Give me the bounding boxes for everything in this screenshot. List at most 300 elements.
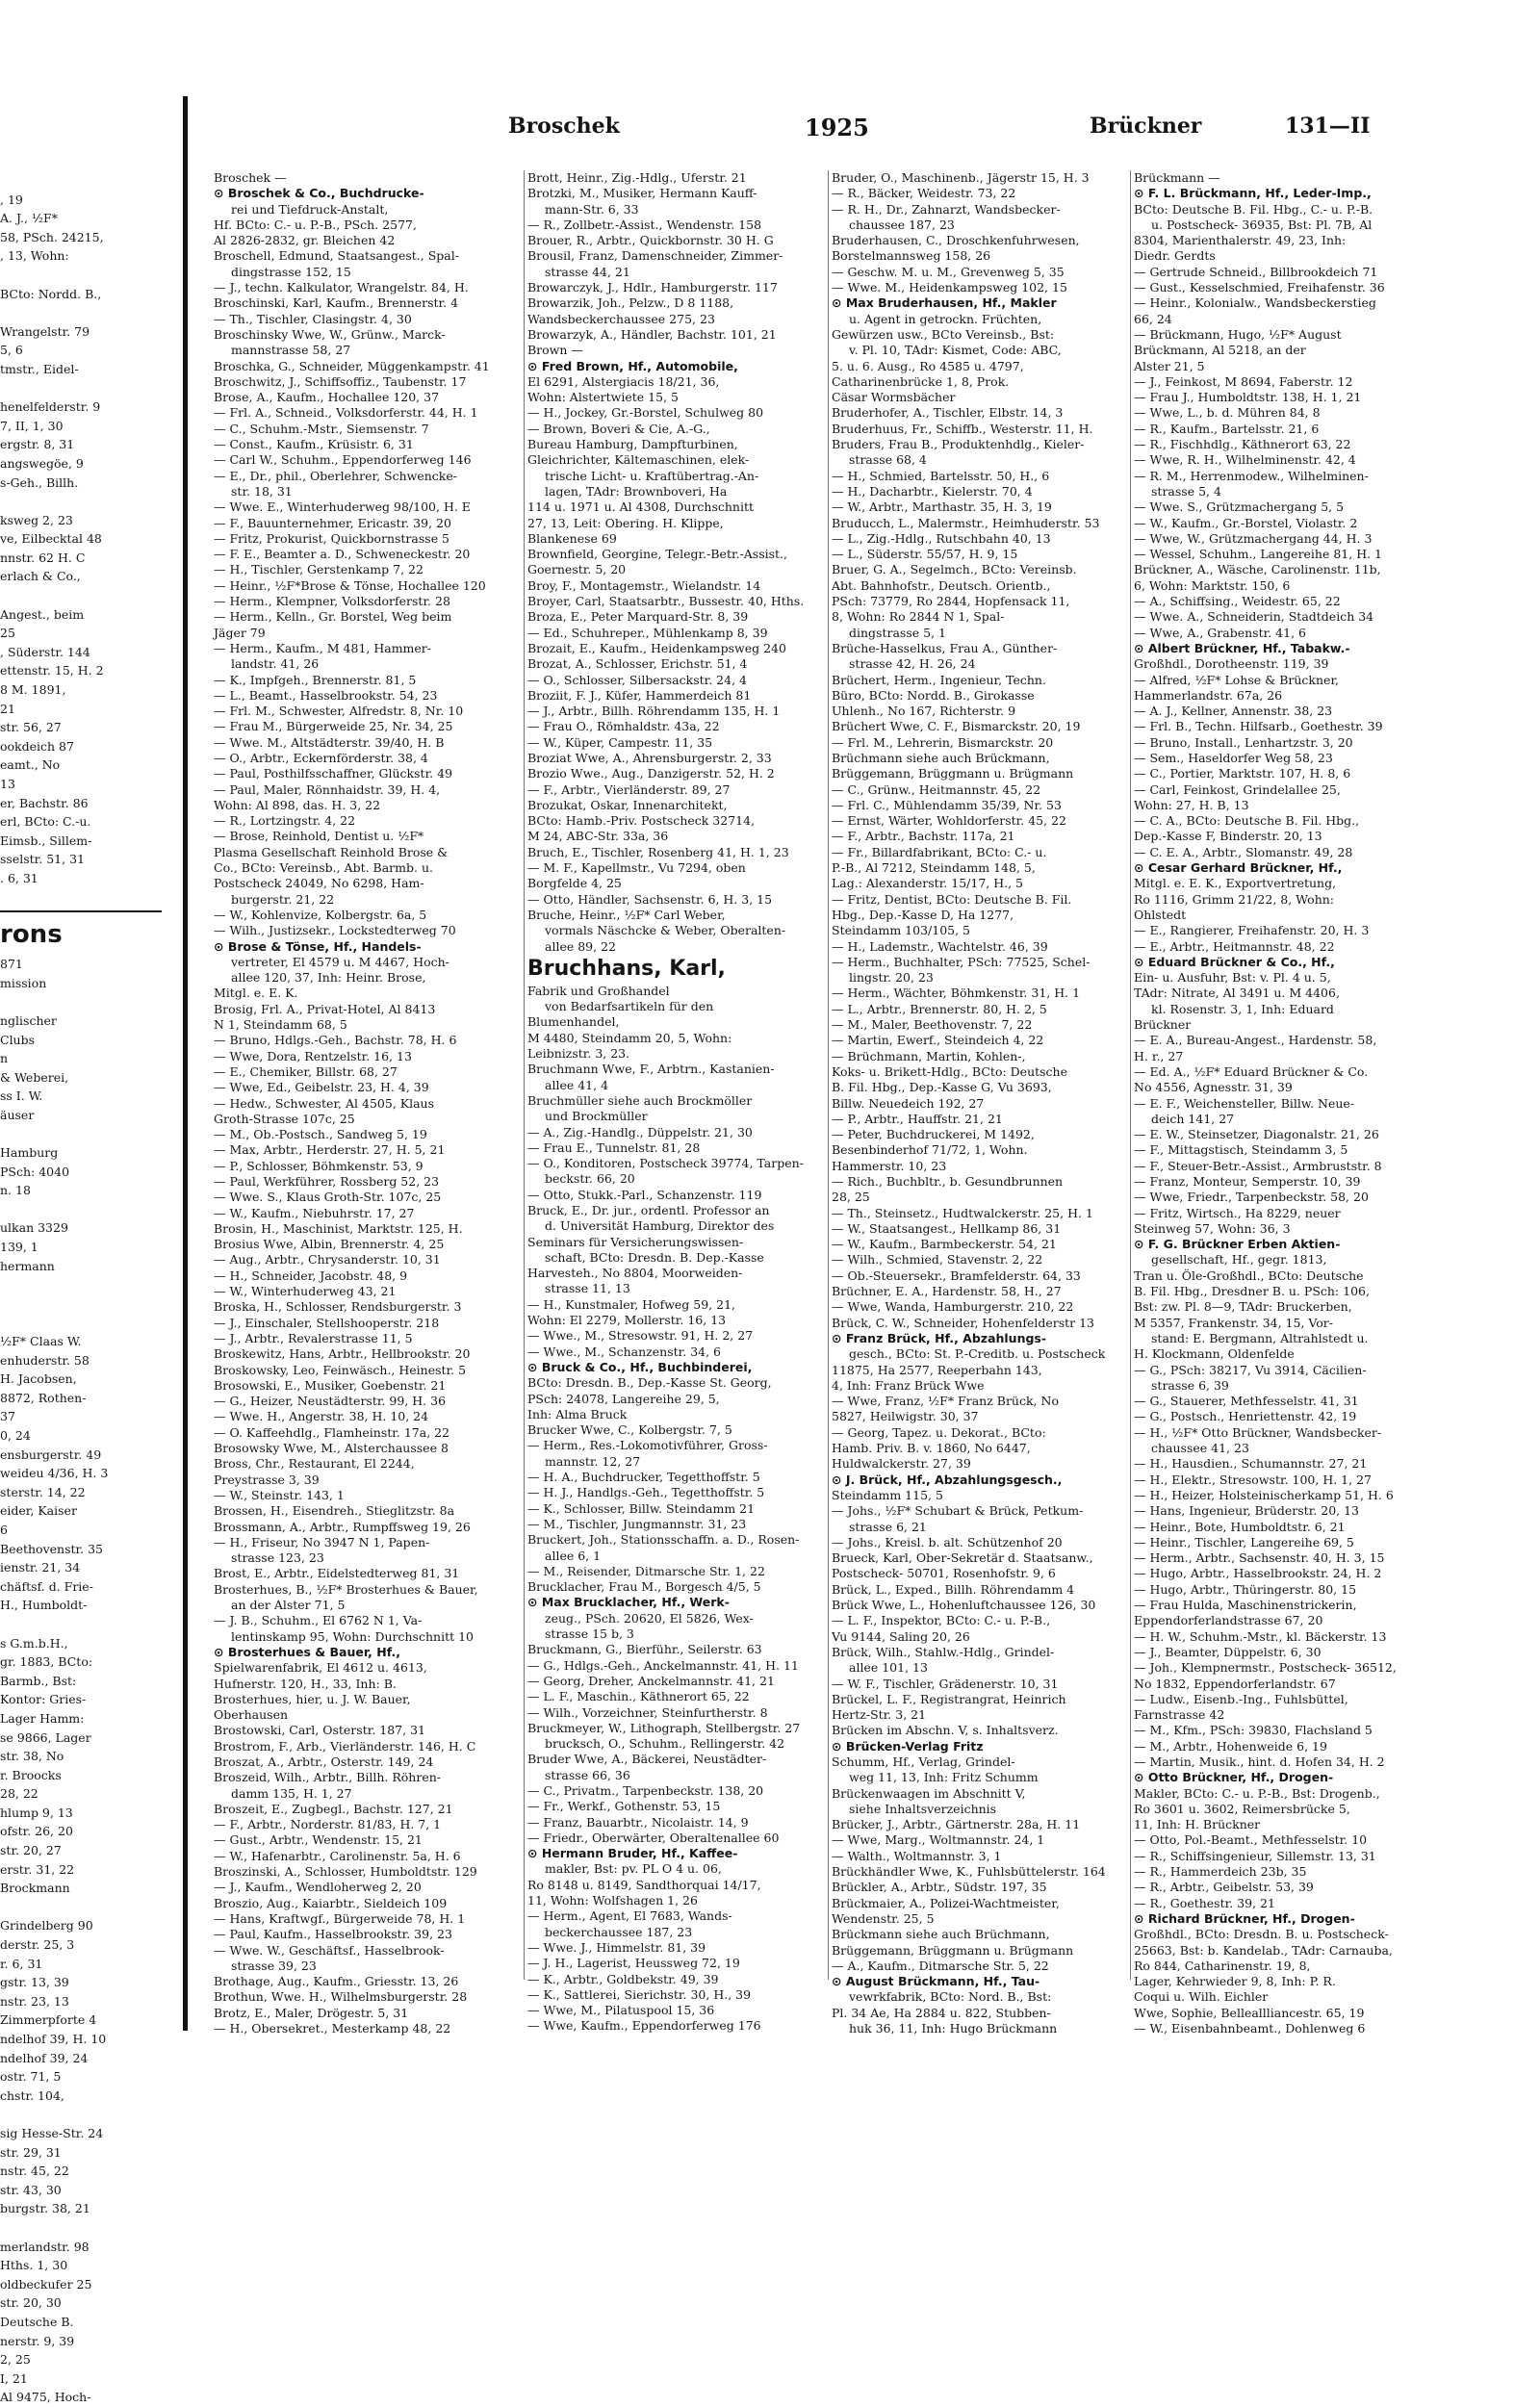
directory-entry: Uhlenh., No 167, Richterstr. 9 bbox=[832, 704, 1016, 719]
directory-entry: Browarczyk, J., Hdlr., Hamburgerstr. 117 bbox=[527, 280, 778, 295]
left-strip-line: str. 43, 30 bbox=[0, 2182, 62, 2197]
page-header bbox=[192, 114, 1497, 148]
directory-entry: Leibnizstr. 3, 23. bbox=[527, 1046, 630, 1062]
directory-entry: — M., Arbtr., Hohenweide 6, 19 bbox=[1134, 1738, 1327, 1754]
directory-entry: — O., Schlosser, Silbersackstr. 24, 4 bbox=[527, 672, 747, 687]
directory-entry: allee 120, 37, Inh: Heinr. Brose, bbox=[231, 970, 426, 986]
directory-entry: — R., Goethestr. 39, 21 bbox=[1134, 1895, 1275, 1910]
directory-entry: — Wwe, L., b. d. Mühren 84, 8 bbox=[1134, 405, 1321, 421]
directory-entry: Brosterhues, B., ½F* Brosterhues & Bauer, bbox=[214, 1581, 478, 1597]
directory-entry: allee 41, 4 bbox=[545, 1077, 609, 1092]
directory-entry: — Georg, Dreher, Anckelmannstr. 41, 21 bbox=[527, 1673, 775, 1688]
column-rule bbox=[1130, 170, 1131, 1980]
directory-entry: Wendenstr. 25, 5 bbox=[832, 1910, 935, 1926]
directory-entry: von Bedarfsartikeln für den bbox=[545, 999, 714, 1014]
directory-entry: Hertz-Str. 3, 21 bbox=[832, 1707, 927, 1723]
directory-entry: — A., Schiffsing., Weidestr. 65, 22 bbox=[1134, 594, 1341, 609]
directory-entry: — A., Zig.-Handlg., Düppelstr. 21, 30 bbox=[527, 1124, 753, 1139]
left-strip-line: 7, II, 1, 30 bbox=[0, 418, 64, 433]
directory-entry: — E. F., Weichensteller, Billw. Neue- bbox=[1134, 1095, 1355, 1111]
left-strip-line: , Süderstr. 144 bbox=[0, 644, 90, 659]
directory-entry: — H., Elektr., Stresowstr. 100, H. 1, 27 bbox=[1134, 1472, 1372, 1487]
directory-entry: — A., Kaufm., Ditmarsche Str. 5, 22 bbox=[832, 1958, 1049, 1973]
left-strip-line: 58, PSch. 24215, bbox=[0, 229, 104, 244]
directory-entry: — F., Mittagstisch, Steindamm 3, 5 bbox=[1134, 1142, 1348, 1158]
left-strip-line: I, 21 bbox=[0, 2370, 28, 2386]
directory-entry: 8304, Marienthalerstr. 49, 23, Inh: bbox=[1134, 233, 1347, 248]
directory-entry: Brückenwaagen im Abschnitt V, bbox=[832, 1785, 1026, 1801]
directory-entry: — C., Schuhm.-Mstr., Siemsenstr. 7 bbox=[214, 421, 429, 436]
directory-entry: — Wwe, W., Grützmachergang 44, H. 3 bbox=[1134, 530, 1373, 546]
directory-entry: strasse 5, 4 bbox=[1151, 483, 1221, 499]
directory-entry: Catharinenbrücke 1, 8, Prok. bbox=[832, 373, 1010, 389]
directory-entry: — J. B., Schuhm., El 6762 N 1, Va- bbox=[214, 1613, 423, 1628]
left-strip-line bbox=[0, 1313, 162, 1332]
left-strip-line: Beethovenstr. 35 bbox=[0, 1541, 103, 1556]
directory-entry: — Bruno, Install., Lenhartzstr. 3, 20 bbox=[1134, 734, 1353, 750]
directory-entry: — L., Beamt., Hasselbrookstr. 54, 23 bbox=[214, 687, 438, 703]
directory-entry: — Otto, Händler, Sachsenstr. 6, H. 3, 15 bbox=[527, 891, 773, 907]
directory-entry: — Frl. B., Techn. Hilfsarb., Goethestr. 39 bbox=[1134, 719, 1383, 734]
directory-entry: Bruderhofer, A., Tischler, Elbstr. 14, 3 bbox=[832, 405, 1064, 421]
directory-entry: — Wwe, Dora, Rentzelstr. 16, 13 bbox=[214, 1048, 412, 1063]
directory-entry: M 24, ABC-Str. 33a, 36 bbox=[527, 829, 669, 844]
directory-entry: — Wwe. M., Heidenkampsweg 102, 15 bbox=[832, 280, 1067, 295]
directory-entry: — A. J., Kellner, Annenstr. 38, 23 bbox=[1134, 704, 1333, 719]
left-strip-line: henelfelderstr. 9 bbox=[0, 399, 101, 415]
directory-entry: gesellschaft, Hf., gegr. 1813, bbox=[1151, 1252, 1327, 1268]
directory-entry: ⊙ Max Brucklacher, Hf., Werk- bbox=[527, 1595, 730, 1610]
directory-entry: Co., BCto: Vereinsb., Abt. Barmb. u. bbox=[214, 860, 433, 876]
directory-entry: — Wwe. E., Winterhuderweg 98/100, H. E bbox=[214, 499, 471, 515]
directory-entry: — H., Schmied, Bartelsstr. 50, H., 6 bbox=[832, 468, 1050, 483]
directory-entry: — E., Arbtr., Heitmannstr. 48, 22 bbox=[1134, 938, 1335, 954]
directory-entry: mannstr. 12, 27 bbox=[545, 1453, 641, 1469]
directory-entry: Bruche, Heinr., ½F* Carl Weber, bbox=[527, 907, 726, 922]
directory-entry: — K., Impfgeh., Brennerstr. 81, 5 bbox=[214, 672, 417, 687]
left-strip-line: H., Humboldt- bbox=[0, 1598, 88, 1613]
left-strip-line: merlandstr. 98 bbox=[0, 2239, 90, 2254]
directory-entry: beckstr. 66, 20 bbox=[545, 1171, 635, 1187]
directory-entry: — R., Hammerdeich 23b, 35 bbox=[1134, 1864, 1307, 1880]
directory-entry: strasse 6, 21 bbox=[849, 1519, 927, 1534]
left-strip-line: mission bbox=[0, 975, 47, 990]
directory-entry: — Wwe. J., Himmelstr. 81, 39 bbox=[527, 1939, 706, 1955]
left-strip-line: 6 bbox=[0, 1522, 8, 1537]
directory-entry: Brothage, Aug., Kaufm., Griesstr. 13, 26 bbox=[214, 1974, 459, 1989]
directory-entry: 6, Wohn: Marktstr. 150, 6 bbox=[1134, 577, 1291, 593]
left-strip-line: ettenstr. 15, H. 2 bbox=[0, 663, 104, 679]
directory-entry: — P., Arbtr., Hauffstr. 21, 21 bbox=[832, 1111, 1003, 1126]
left-strip-line: A. J., ½F* bbox=[0, 211, 58, 226]
directory-entry: Brouer, R., Arbtr., Quickbornstr. 30 H. G bbox=[527, 233, 774, 248]
left-strip-line: angswegöe, 9 bbox=[0, 455, 84, 471]
left-strip-line: se 9866, Lager bbox=[0, 1729, 91, 1745]
directory-entry: — W., Arbtr., Marthastr. 35, H. 3, 19 bbox=[832, 499, 1052, 515]
left-strip-line: s G.m.b.H., bbox=[0, 1635, 68, 1651]
directory-entry: Brosig, Frl. A., Privat-Hotel, Al 8413 bbox=[214, 1001, 436, 1016]
directory-entry: — Sem., Haseldorfer Weg 58, 23 bbox=[1134, 750, 1333, 765]
left-strip-line: str. 29, 31 bbox=[0, 2144, 62, 2160]
left-strip-line: nnstr. 62 H. C bbox=[0, 550, 86, 565]
left-strip-line: 21 bbox=[0, 701, 15, 716]
directory-entry: deich 141, 27 bbox=[1151, 1111, 1235, 1126]
directory-entry: Brosterhues, hier, u. J. W. Bauer, bbox=[214, 1691, 411, 1706]
left-strip-line: BCto: Nordd. B., bbox=[0, 286, 102, 301]
left-strip-line: Kontor: Gries- bbox=[0, 1692, 87, 1707]
left-strip-line: ndelhof 39, 24 bbox=[0, 2050, 89, 2065]
left-strip-line: Al 9475, Hoch- bbox=[0, 2390, 91, 2405]
directory-entry: — Friedr., Oberwärter, Oberaltenallee 60 bbox=[527, 1830, 780, 1845]
left-strip-line: & Weberei, bbox=[0, 1069, 69, 1085]
directory-entry: Eppendorferlandstrasse 67, 20 bbox=[1134, 1613, 1323, 1628]
directory-entry: beckerchaussee 187, 23 bbox=[545, 1924, 693, 1939]
directory-entry: Blankenese 69 bbox=[527, 530, 617, 546]
directory-entry: ⊙ F. G. Brückner Erben Aktien- bbox=[1134, 1237, 1341, 1252]
directory-entry: — G., Postsch., Henriettenstr. 42, 19 bbox=[1134, 1409, 1357, 1424]
directory-entry: Borstelmannsweg 158, 26 bbox=[832, 248, 991, 264]
directory-entry: — F., Steuer-Betr.-Assist., Armbruststr. 8 bbox=[1134, 1158, 1382, 1173]
directory-entry: — Herm., Kelln., Gr. Borstel, Weg beim bbox=[214, 609, 452, 625]
directory-entry: — Heinr., Bote, Humboldtstr. 6, 21 bbox=[1134, 1519, 1346, 1534]
directory-entry: makler, Bst: pv. PL O 4 u. 06, bbox=[545, 1861, 722, 1877]
left-strip-line: 8872, Rothen- bbox=[0, 1390, 87, 1405]
left-strip-line: ksweg 2, 23 bbox=[0, 512, 73, 527]
directory-entry: Vu 9144, Saling 20, 26 bbox=[832, 1628, 970, 1644]
directory-entry: mann-Str. 6, 33 bbox=[545, 201, 639, 217]
directory-entry: — K., Arbtr., Goldbekstr. 49, 39 bbox=[527, 1971, 719, 1986]
left-strip-line: Wrangelstr. 79 bbox=[0, 323, 90, 339]
left-strip-line bbox=[0, 171, 162, 191]
directory-entry: — L. F., Maschin., Käthnerort 65, 22 bbox=[527, 1689, 750, 1704]
directory-entry: — Ernst, Wärter, Wohldorferstr. 45, 22 bbox=[832, 813, 1066, 829]
directory-entry: — Wwe., M., Stresowstr. 91, H. 2, 27 bbox=[527, 1328, 754, 1344]
left-strip-line: ienstr. 21, 34 bbox=[0, 1560, 81, 1575]
directory-entry: — Johs., ½F* Schubart & Brück, Petkum- bbox=[832, 1503, 1084, 1519]
directory-entry: ⊙ Albert Brückner, Hf., Tabakw.- bbox=[1134, 640, 1350, 655]
left-strip-line bbox=[0, 492, 162, 511]
directory-entry: — G., Stauerer, Methfesselstr. 41, 31 bbox=[1134, 1394, 1359, 1409]
directory-entry: Diedr. Gerdts bbox=[1134, 248, 1216, 264]
directory-entry: — H., Hausdien., Schumannstr. 27, 21 bbox=[1134, 1456, 1368, 1472]
directory-entry: — W., Hafenarbtr., Carolinenstr. 5a, H. 6 bbox=[214, 1848, 461, 1863]
directory-entry: — Brückmann, Hugo, ½F* August bbox=[1134, 326, 1342, 342]
directory-entry: strasse 42, H. 26, 24 bbox=[849, 656, 976, 672]
directory-entry: Mitgl. e. E. K., Exportvertretung, bbox=[1134, 876, 1337, 891]
directory-entry: — O. Kaffeehdlg., Flamheinstr. 17a, 22 bbox=[214, 1424, 450, 1440]
directory-entry: — Gertrude Schneid., Billbrookdeich 71 bbox=[1134, 264, 1378, 279]
directory-entry: — F., Arbtr., Vierländerstr. 89, 27 bbox=[527, 781, 731, 797]
left-strip-line bbox=[0, 1125, 162, 1144]
directory-entry: Broschinsky Wwe, W., Grünw., Marck- bbox=[214, 326, 446, 342]
directory-entry: Brosowsky Wwe, M., Alsterchaussee 8 bbox=[214, 1441, 449, 1456]
directory-entry: — C., Privatm., Tarpenbeckstr. 138, 20 bbox=[527, 1782, 764, 1798]
directory-entry: — Alfred, ½F* Lohse & Brückner, bbox=[1134, 672, 1340, 687]
directory-entry: — Hans, Ingenieur, Brüderstr. 20, 13 bbox=[1134, 1503, 1360, 1519]
directory-entry: Broschinski, Karl, Kaufm., Brennerstr. 4 bbox=[214, 295, 459, 311]
directory-entry: Inh: Alma Bruck bbox=[527, 1406, 628, 1421]
left-strip-line bbox=[0, 586, 162, 605]
directory-entry: — G., Heizer, Neustädterstr. 99, H. 36 bbox=[214, 1394, 447, 1409]
directory-entry: — Wwe. H., Angerstr. 38, H. 10, 24 bbox=[214, 1409, 429, 1424]
directory-entry: — M., Ob.-Postsch., Sandweg 5, 19 bbox=[214, 1127, 427, 1142]
directory-entry: ⊙ Cesar Gerhard Brückner, Hf., bbox=[1134, 860, 1343, 876]
directory-entry: Huldwalckerstr. 27, 39 bbox=[832, 1456, 971, 1472]
directory-entry: v. Pl. 10, TAdr: Kismet, Code: ABC, bbox=[849, 343, 1062, 358]
directory-entry: — Wwe., M., Schanzenstr. 34, 6 bbox=[527, 1344, 722, 1359]
directory-entry: Bruder Wwe, A., Bäckerei, Neustädter- bbox=[527, 1752, 767, 1767]
directory-entry: — R., Fischhdlg., Käthnerort 63, 22 bbox=[1134, 437, 1351, 452]
directory-entry: Browarzyk, A., Händler, Bachstr. 101, 21 bbox=[527, 326, 777, 342]
directory-entry: Bruckmeyer, W., Lithograph, Stellbergstr. 27 bbox=[527, 1720, 801, 1735]
directory-entry: — Wilh., Vorzeichner, Steinfurtherstr. 8 bbox=[527, 1704, 768, 1720]
left-strip-line: Deutsche B. bbox=[0, 2314, 74, 2329]
directory-entry: huk 36, 11, Inh: Hugo Brückmann bbox=[849, 2021, 1058, 2036]
directory-entry: Broyer, Carl, Staatsarbtr., Bussestr. 40, Hths. bbox=[527, 594, 805, 609]
left-strip-line: 871 bbox=[0, 957, 23, 972]
left-strip-line: ensburgerstr. 49 bbox=[0, 1447, 102, 1462]
directory-entry: 11, Wohn: Wolfshagen 1, 26 bbox=[527, 1893, 698, 1908]
directory-entry: Bruderhausen, C., Droschkenfuhrwesen, bbox=[832, 233, 1080, 248]
directory-entry: Broszeid, Wilh., Arbtr., Billh. Röhren- bbox=[214, 1770, 441, 1785]
directory-entry: — O., Konditoren, Postscheck 39774, Tarpen- bbox=[527, 1156, 804, 1171]
directory-entry: — Hugo, Arbtr., Thüringerstr. 80, 15 bbox=[1134, 1581, 1357, 1597]
directory-entry: — Wwe, Franz, ½F* Franz Brück, No bbox=[832, 1394, 1059, 1409]
directory-entry: Preystrasse 3, 39 bbox=[214, 1472, 320, 1487]
directory-entry: — Heinr., Kolonialw., Wandsbeckerstieg bbox=[1134, 295, 1376, 311]
directory-entry: — E., Dr., phil., Oberlehrer, Schwencke- bbox=[214, 468, 457, 483]
directory-entry: schaft, BCto: Dresdn. B. Dep.-Kasse bbox=[545, 1249, 764, 1265]
directory-entry: Brüchmann siehe auch Brückmann, bbox=[832, 750, 1050, 765]
directory-entry: Bruder, O., Maschinenb., Jägerstr 15, H. 3 bbox=[832, 170, 1090, 185]
left-strip-line: r. Broocks bbox=[0, 1767, 62, 1782]
directory-entry: strasse 123, 23 bbox=[231, 1550, 324, 1566]
directory-entry: — Herm., Buchhalter, PSch: 77525, Schel- bbox=[832, 954, 1091, 969]
directory-entry: — W., Steinstr. 143, 1 bbox=[214, 1487, 345, 1502]
directory-entry: — Martin, Ewerf., Steindeich 4, 22 bbox=[832, 1033, 1044, 1048]
directory-entry: Brotz, E., Maler, Drögestr. 5, 31 bbox=[214, 2005, 409, 2020]
left-strip-line: ss I. W. bbox=[0, 1088, 43, 1104]
directory-entry: Gleichrichter, Kältemaschinen, elek- bbox=[527, 452, 750, 468]
directory-entry: — W., Kaufm., Gr.-Borstel, Violastr. 2 bbox=[1134, 515, 1358, 530]
directory-entry: M 5357, Frankenstr. 34, 15, Vor- bbox=[1134, 1315, 1334, 1330]
directory-entry: Billw. Neuedeich 192, 27 bbox=[832, 1095, 985, 1111]
directory-entry: — Hedw., Schwester, Al 4505, Klaus bbox=[214, 1095, 435, 1111]
directory-entry: — Herm., Res.-Lokomotivführer, Gross- bbox=[527, 1438, 768, 1453]
left-strip-line: s-Geh., Billh. bbox=[0, 474, 79, 490]
directory-entry: — Ed. A., ½F* Eduard Brückner & Co. bbox=[1134, 1063, 1369, 1079]
directory-entry: damm 135, H. 1, 27 bbox=[231, 1785, 352, 1801]
directory-entry: vertreter, El 4579 u. M 4467, Hoch- bbox=[231, 954, 449, 969]
left-strip-line: eamt., No bbox=[0, 757, 61, 773]
directory-entry: Hf. BCto: C.- u. P.-B., PSch. 2577, bbox=[214, 217, 417, 232]
left-strip-line: H. Jacobsen, bbox=[0, 1371, 77, 1387]
left-strip-line: nstr. 23, 13 bbox=[0, 1993, 69, 2009]
directory-entry: — Wwe, Wanda, Hamburgerstr. 210, 22 bbox=[832, 1299, 1074, 1315]
directory-entry: N 1, Steindamm 68, 5 bbox=[214, 1017, 347, 1033]
directory-entry: Brucker Wwe, C., Kolbergstr. 7, 5 bbox=[527, 1422, 732, 1438]
directory-entry: — Wwe, Kaufm., Eppendorferweg 176 bbox=[527, 2018, 761, 2034]
left-strip-line: 139, 1 bbox=[0, 1240, 38, 1255]
directory-entry: PSch: 24078, Langereihe 29, 5, bbox=[527, 1391, 720, 1406]
directory-entry: Hammerlandstr. 67a, 26 bbox=[1134, 687, 1283, 703]
directory-entry: Brücker, J., Arbtr., Gärtnerstr. 28a, H. 11 bbox=[832, 1817, 1081, 1832]
directory-entry: Brückmann siehe auch Brüchmann, bbox=[832, 1927, 1050, 1942]
directory-entry: Bruders, Frau B., Produktenhdlg., Kieler- bbox=[832, 437, 1085, 452]
directory-entry: Lag.: Alexanderstr. 15/17, H., 5 bbox=[832, 876, 1023, 891]
directory-entry: — J., Kaufm., Wendloherweg 2, 20 bbox=[214, 1880, 422, 1895]
directory-entry: Brückmann, Al 5218, an der bbox=[1134, 343, 1306, 358]
directory-entry: Brückmaier, A., Polizei-Wachtmeister, bbox=[832, 1895, 1060, 1910]
directory-column-3 bbox=[832, 170, 1126, 2036]
directory-entry: — Fritz, Wirtsch., Ha 8229, neuer bbox=[1134, 1205, 1341, 1220]
directory-entry: Oberhausen bbox=[214, 1707, 289, 1723]
left-strip-line: erstr. 31, 22 bbox=[0, 1861, 75, 1877]
directory-entry: — H., Lademstr., Wachtelstr. 46, 39 bbox=[832, 938, 1048, 954]
directory-entry: brucksch, O., Schuhm., Rellingerstr. 42 bbox=[545, 1736, 785, 1752]
directory-entry: Steinweg 57, Wohn: 36, 3 bbox=[1134, 1220, 1291, 1236]
header-year: 1925 bbox=[805, 114, 869, 141]
directory-entry: — C., Portier, Marktstr. 107, H. 8, 6 bbox=[1134, 766, 1351, 781]
directory-entry: — Fritz, Dentist, BCto: Deutsche B. Fil. bbox=[832, 891, 1072, 907]
left-strip-line: erl, BCto: C.-u. bbox=[0, 814, 91, 830]
directory-entry: u. Agent in getrockn. Früchten, bbox=[849, 311, 1042, 326]
left-strip-line: Hamburg bbox=[0, 1145, 59, 1161]
directory-entry: — Th., Steinsetz., Hudtwalckerstr. 25, H. 1 bbox=[832, 1205, 1093, 1220]
directory-entry: Brück Wwe, L., Hohenluftchaussee 126, 30 bbox=[832, 1598, 1096, 1613]
left-strip-line: ergstr. 8, 31 bbox=[0, 437, 75, 452]
directory-entry: Harvesteh., No 8804, Moorweiden- bbox=[527, 1266, 743, 1281]
directory-entry: Wohn: Alstertwiete 15, 5 bbox=[527, 390, 679, 405]
directory-entry: Bst: zw. Pl. 8—9, TAdr: Bruckerben, bbox=[1134, 1299, 1352, 1315]
directory-entry: Tran u. Öle-Großhdl., BCto: Deutsche bbox=[1134, 1268, 1364, 1283]
directory-entry: BCto: Dresdn. B., Dep.-Kasse St. Georg, bbox=[527, 1375, 772, 1391]
directory-entry: allee 89, 22 bbox=[545, 938, 616, 954]
directory-entry: ⊙ August Brückmann, Hf., Tau- bbox=[832, 1974, 1040, 1989]
directory-entry: d. Universität Hamburg, Direktor des bbox=[545, 1218, 775, 1234]
directory-entry: — Heinr., ½F*Brose & Tönse, Hochallee 120 bbox=[214, 577, 486, 593]
left-strip-line: er, Bachstr. 86 bbox=[0, 795, 89, 810]
directory-entry: Brozukat, Oskar, Innenarchitekt, bbox=[527, 797, 728, 812]
directory-entry: — K., Sattlerei, Sierichstr. 30, H., 39 bbox=[527, 1986, 752, 2002]
directory-entry: Brossen, H., Eisendreh., Stieglitzstr. 8a bbox=[214, 1503, 455, 1519]
left-strip-line: Lager Hamm: bbox=[0, 1710, 85, 1726]
directory-entry: Großhdl., BCto: Dresdn. B. u. Postscheck- bbox=[1134, 1927, 1389, 1942]
left-strip-line: , 19 bbox=[0, 192, 23, 207]
left-strip-line bbox=[0, 266, 162, 285]
directory-entry: Mitgl. e. E. K. bbox=[214, 986, 298, 1001]
directory-entry: — Brown, Boveri & Cie, A.-G., bbox=[527, 421, 710, 436]
left-strip-line: gstr. 13, 39 bbox=[0, 1975, 69, 1990]
directory-entry: burgerstr. 21, 22 bbox=[231, 891, 335, 907]
directory-entry: ⊙ Brosterhues & Bauer, Hf., bbox=[214, 1644, 400, 1659]
directory-entry: Brossmann, A., Arbtr., Rumpffsweg 19, 26 bbox=[214, 1519, 471, 1534]
directory-entry: Bruch, E., Tischler, Rosenberg 41, H. 1, 23 bbox=[527, 844, 789, 859]
directory-entry: — J., Beamter, Düppelstr. 6, 30 bbox=[1134, 1644, 1322, 1659]
directory-entry: Broszeit, E., Zugbegl., Bachstr. 127, 21 bbox=[214, 1801, 453, 1816]
left-strip-line: erlach & Co., bbox=[0, 569, 81, 584]
directory-entry: Brück, L., Exped., Billh. Röhrendamm 4 bbox=[832, 1581, 1075, 1597]
directory-entry: und Brockmüller bbox=[545, 1109, 648, 1124]
directory-entry: Brott, Heinr., Zig.-Hdlg., Uferstr. 21 bbox=[527, 170, 747, 185]
directory-entry: — Georg, Tapez. u. Dekorat., BCto: bbox=[832, 1424, 1046, 1440]
directory-entry: lagen, TAdr: Brownboveri, Ha bbox=[545, 483, 728, 499]
left-strip-line: 28, 22 bbox=[0, 1786, 38, 1802]
directory-entry: 5. u. 6. Ausg., Ro 4585 u. 4797, bbox=[832, 358, 1024, 373]
directory-entry: Bross, Chr., Restaurant, El 2244, bbox=[214, 1456, 415, 1472]
directory-entry: chaussee 41, 23 bbox=[1151, 1441, 1249, 1456]
left-strip-line: 25 bbox=[0, 626, 15, 641]
directory-entry: ⊙ Bruck & Co., Hf., Buchbinderei, bbox=[527, 1359, 753, 1374]
directory-entry: — J., Feinkost, M 8694, Faberstr. 12 bbox=[1134, 373, 1353, 389]
left-strip-line bbox=[0, 1294, 162, 1314]
directory-entry: Bruducch, L., Malermstr., Heimhuderstr. 53 bbox=[832, 515, 1100, 530]
left-strip-line: tmstr., Eidel- bbox=[0, 361, 79, 376]
directory-entry: Brousil, Franz, Damenschneider, Zimmer- bbox=[527, 248, 783, 264]
directory-entry: Broskewitz, Hans, Arbtr., Hellbrookstr. 20 bbox=[214, 1346, 471, 1362]
left-strip-line bbox=[0, 888, 162, 908]
directory-entry: — F., Bauunternehmer, Ericastr. 39, 20 bbox=[214, 515, 451, 530]
directory-entry: Broschek — bbox=[214, 170, 287, 185]
directory-entry: Alster 21, 5 bbox=[1134, 358, 1205, 373]
directory-entry: Pl. 34 Ae, Ha 2884 u. 822, Stubben- bbox=[832, 2005, 1051, 2020]
directory-entry: vormals Näschcke & Weber, Oberalten- bbox=[545, 923, 786, 938]
directory-entry: ⊙ Fred Brown, Hf., Automobile, bbox=[527, 358, 738, 373]
left-strip-line: ookdeich 87 bbox=[0, 738, 74, 754]
directory-entry: — W. F., Tischler, Grädenerstr. 10, 31 bbox=[832, 1676, 1059, 1691]
directory-entry: Brüggemann, Brüggmann u. Brügmann bbox=[832, 766, 1074, 781]
directory-entry: Brownfield, Georgine, Telegr.-Betr.-Assist., bbox=[527, 547, 788, 562]
directory-entry: — O., Arbtr., Eckernförderstr. 38, 4 bbox=[214, 750, 428, 765]
directory-entry: Spielwarenfabrik, El 4612 u. 4613, bbox=[214, 1660, 427, 1676]
directory-entry: Brosius Wwe, Albin, Brennerstr. 4, 25 bbox=[214, 1237, 445, 1252]
directory-entry: ⊙ F. L. Brückmann, Hf., Leder-Imp., bbox=[1134, 186, 1372, 201]
directory-entry: Bruckert, Joh., Stationsschaffn. a. D., Rosen- bbox=[527, 1532, 800, 1548]
directory-entry: — Herm., Arbtr., Sachsenstr. 40, H. 3, 15 bbox=[1134, 1550, 1385, 1566]
directory-entry: — R., Lortzingstr. 4, 22 bbox=[214, 813, 356, 829]
directory-entry: Brüchert, Herm., Ingenieur, Techn. bbox=[832, 672, 1046, 687]
directory-entry: — Frau M., Bürgerweide 25, Nr. 34, 25 bbox=[214, 719, 453, 734]
directory-entry: — Frau E., Tunnelstr. 81, 28 bbox=[527, 1139, 701, 1155]
directory-entry: 5827, Heilwigstr. 30, 37 bbox=[832, 1409, 979, 1424]
left-strip-line: PSch: 4040 bbox=[0, 1164, 70, 1179]
directory-entry: — Johs., Kreisl. b. alt. Schützenhof 20 bbox=[832, 1534, 1063, 1549]
directory-entry: Ro 1116, Grimm 21/22, 8, Wohn: bbox=[1134, 891, 1335, 907]
directory-entry: Brozait, E., Kaufm., Heidenkampsweg 240 bbox=[527, 640, 786, 655]
directory-entry: — E. A., Bureau-Angest., Hardenstr. 58, bbox=[1134, 1033, 1377, 1048]
header-left-catchword: Broschek bbox=[508, 114, 620, 139]
left-strip-line: gr. 1883, BCto: bbox=[0, 1654, 93, 1670]
directory-entry: — Wwe. A., Schneiderin, Stadtdeich 34 bbox=[1134, 609, 1374, 625]
left-strip-line: 8 M. 1891, bbox=[0, 682, 66, 698]
left-strip-line: nerstr. 9, 39 bbox=[0, 2333, 75, 2348]
directory-entry: Broschwitz, J., Schiffsoffiz., Taubenstr. 17 bbox=[214, 373, 467, 389]
directory-entry: — Ob.-Steuersekr., Bramfelderstr. 64, 33 bbox=[832, 1268, 1081, 1283]
directory-column-4 bbox=[1134, 170, 1432, 2036]
directory-entry: allee 101, 13 bbox=[849, 1660, 928, 1676]
directory-entry: Brücken im Abschn. V, s. Inhaltsverz. bbox=[832, 1723, 1059, 1738]
directory-entry: — Hugo, Arbtr., Hasselbrookstr. 24, H. 2 bbox=[1134, 1566, 1382, 1581]
directory-entry: — L., Zig.-Hdlg., Rutschbahn 40, 13 bbox=[832, 530, 1051, 546]
directory-entry: — L., Arbtr., Brennerstr. 80, H. 2, 5 bbox=[832, 1001, 1047, 1016]
directory-entry: — W., Kaufm., Barmbeckerstr. 54, 21 bbox=[832, 1237, 1057, 1252]
directory-entry: — H., Schneider, Jacobstr. 48, 9 bbox=[214, 1268, 408, 1283]
directory-entry: — Frau O., Römhaldstr. 43a, 22 bbox=[527, 719, 720, 734]
directory-entry: Lager, Kehrwieder 9, 8, Inh: P. R. bbox=[1134, 1974, 1336, 1989]
directory-entry: strasse 39, 23 bbox=[231, 1958, 317, 1973]
directory-entry: Bruchmüller siehe auch Brockmöller bbox=[527, 1092, 753, 1108]
directory-entry: an der Alster 71, 5 bbox=[231, 1598, 346, 1613]
